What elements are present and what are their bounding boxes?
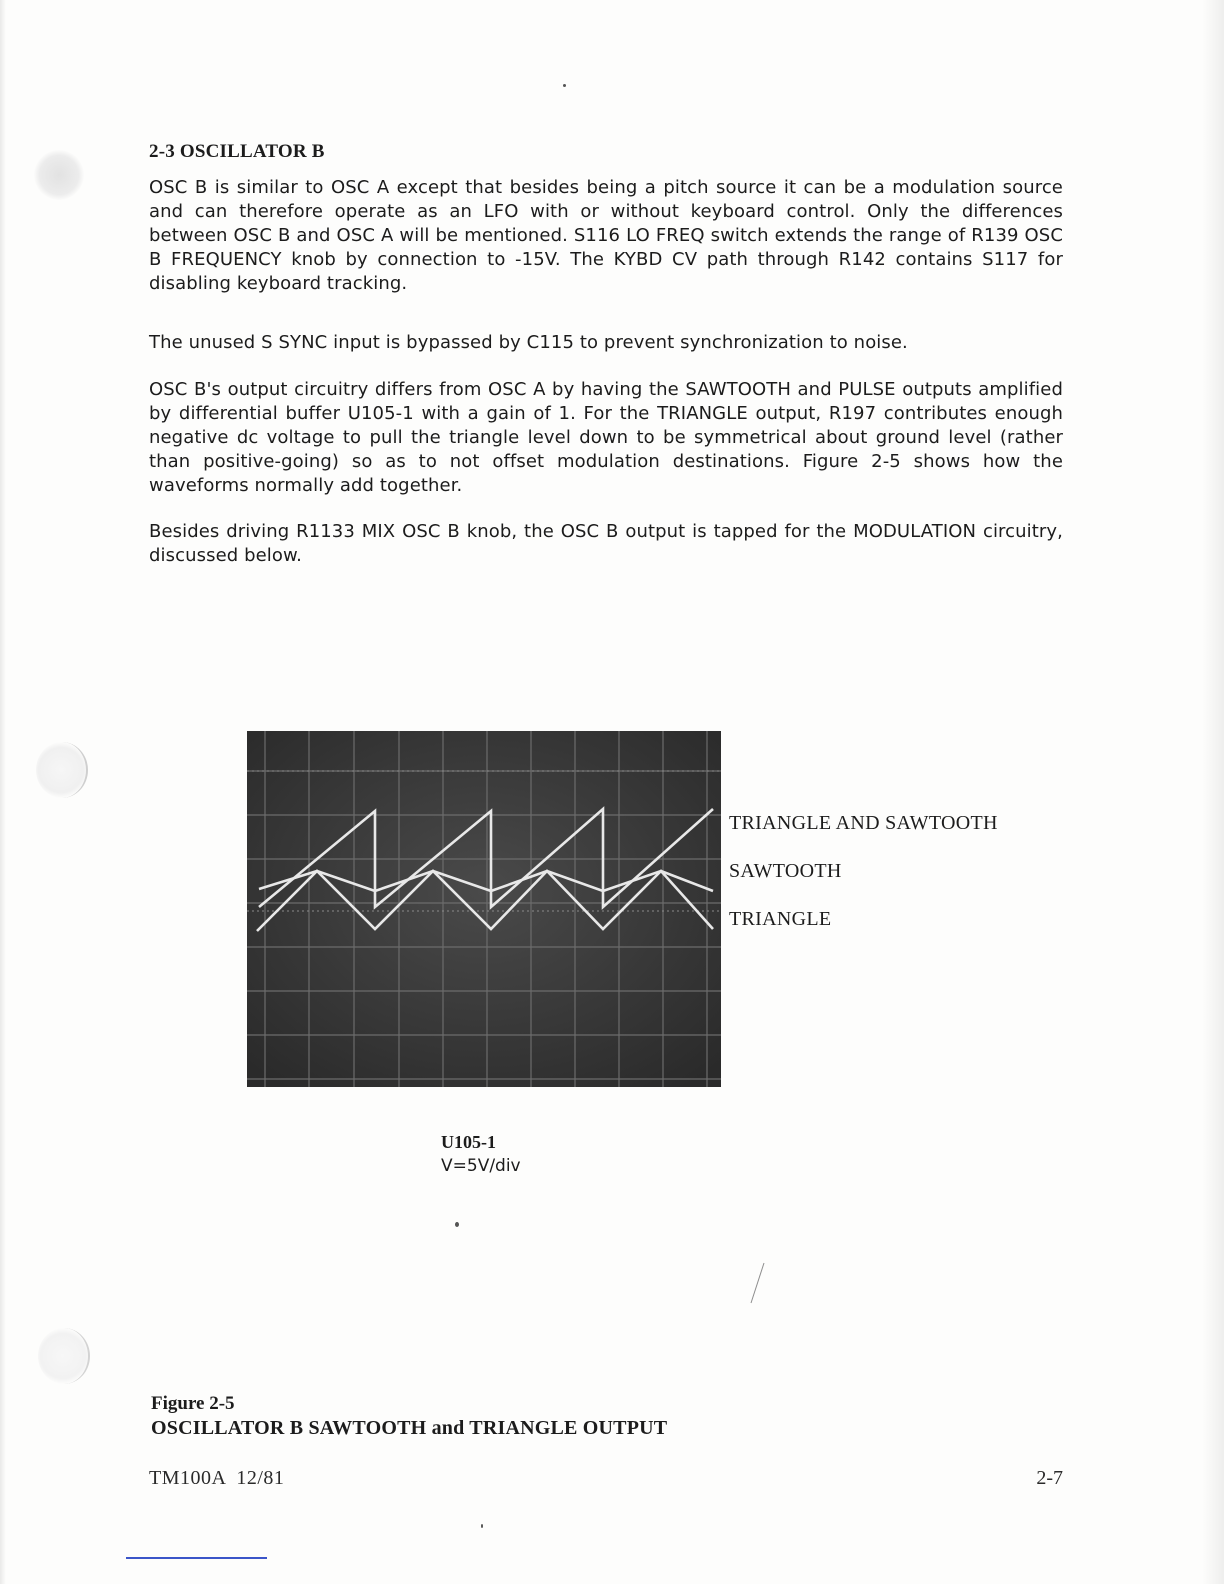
punch-hole-middle — [36, 742, 88, 798]
figure-title: OSCILLATOR B SAWTOOTH and TRIANGLE OUTPUT — [151, 1417, 668, 1439]
scale-label: V=5V/div — [441, 1156, 521, 1176]
scan-speck — [563, 84, 566, 87]
probe-label: U105-1 — [441, 1132, 496, 1152]
figure-number: Figure 2-5 — [151, 1393, 235, 1414]
scan-speck — [455, 1222, 459, 1227]
footer-document-id: TM100A 12/81 — [149, 1467, 285, 1489]
scan-blue-mark — [126, 1557, 267, 1559]
page-edge-shadow-right — [1202, 0, 1224, 1584]
section-heading: 2-3 OSCILLATOR B — [149, 141, 325, 162]
oscilloscope-graticule — [247, 731, 721, 1087]
scan-speck — [481, 1524, 483, 1528]
page-edge-shadow-left — [0, 0, 6, 1584]
scan-mark — [751, 1263, 765, 1303]
paragraph-modulation: Besides driving R1133 MIX OSC B knob, the OSC B output is tapped for the MODULATION circuitry, discussed below. — [149, 521, 1063, 566]
punch-hole-top — [34, 150, 84, 200]
label-triangle: TRIANGLE — [729, 908, 832, 930]
label-sawtooth: SAWTOOTH — [729, 860, 842, 882]
punch-hole-bottom — [38, 1328, 90, 1384]
paragraph-output-circuitry: OSC B's output circuitry differs from OSC A by having the SAWTOOTH and PULSE outputs amplified by differential buffer U105-1 with a gain of 1. For the TRIANGLE output, R197 contributes enough negative dc voltage to pull the triangle level down to be symmetrical about ground level (rather than positive-going) so as to not offset modulation destinations. Figure 2-5 shows how the waveforms normally add together. — [149, 379, 1063, 496]
label-triangle-and-sawtooth: TRIANGLE AND SAWTOOTH — [729, 812, 998, 834]
paragraph-sync: The unused S SYNC input is bypassed by C115 to prevent synchronization to noise. — [149, 332, 908, 353]
footer-page-number: 2-7 — [1036, 1467, 1063, 1489]
paragraph-overview: OSC B is similar to OSC A except that besides being a pitch source it can be a modulation source and can therefore operate as an LFO with or without keyboard control. Only the differences between OSC B and OSC A will be mentioned. S116 LO FREQ switch extends the range of R139 OSC B FREQUENCY knob by connection to -15V. The KYBD CV path through R142 contains S117 for disabling keyboard tracking. — [149, 177, 1063, 294]
oscilloscope-photo — [247, 731, 721, 1087]
